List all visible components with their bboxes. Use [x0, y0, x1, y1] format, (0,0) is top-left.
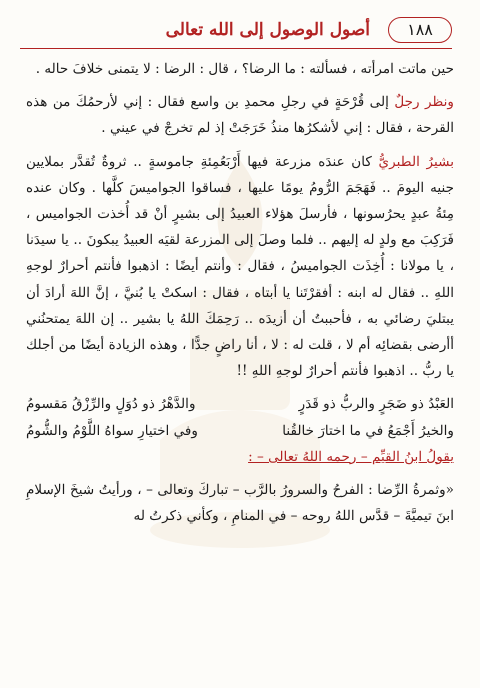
header-title: أصول الوصول إلى الله تعالى [165, 20, 370, 40]
poetry-2-left: وفي اختيارِ سواهُ اللَّوْمُ والشُّومُ [26, 422, 198, 439]
poetry-line-2 [26, 418, 454, 444]
paragraph-1: حين ماتت امرأته ، فسألته : ما الرضا؟ ، قال : الرضا : لا يتمنى خلافَ حاله . [35, 61, 454, 77]
section-heading-text: يقولُ ابنُ القيِّم – رحمه اللهُ تعالى – : [248, 448, 454, 465]
section-heading [26, 444, 454, 470]
page-number: ١٨٨ [388, 17, 452, 43]
page-header [20, 14, 452, 49]
paragraph-3 [26, 149, 454, 385]
paragraph-2-text: إلى قُرْحَةٍ في رجلِ محمدِ بن واسع فقال : إني لأرحمُكَ من هذه القرحة ، فقال : إني لأشكرُها منذُ خَرَجَتْ إذ لم تخرجْ في عيني . [26, 94, 454, 137]
poetry-1-left: والدَّهْرُ ذو دُوَلٍ والرِّزْقُ مَقسومُ [26, 396, 196, 413]
paragraph-2-lead: ونظر رجلٌ [394, 94, 454, 111]
paragraph-3-text: كان عندَه مزرعة فيها أَرْبَعُمِئةِ جاموسةٍ .. ثروةٌ تُقدَّر بملايين جنيه اليومَ .. فَهَجَمَ الرُّومُ يومًا عليها ، فساقوا الجواميسَ كلَّها . وكان عنده مِئةُ عبدٍ يحرُسونها ، فأرسلَ هؤلاء العبيدُ إلى بشيرٍ أنْ قد أُخذت الجواميس ، فَرَكِبَ مع ولدٍ له إليهم .. فلما وصلَ إلى المزرعة لقيَه العبيدُ يبكونَ .. يا سيدَنا ، يا مولانا : أُخِذَت الجواميسُ ، فقال : وأنتم أيضًا : اذهبوا فأنتم أحرارٌ لوجهِ اللهِ .. فقال له ابنه : أفقرْتَنا يا أبتاه ، فقال : اسكتْ يا بُنيَّ ، إنَّ اللهَ أرادَ أن يبتليَ رضائي به ، فأحببتُ أن أزيدَه .. رَحِمَكَ اللهُ يا بشير .. إن اللهَ يمتحنُني أأرضى بقضائِه أم لا ، قلت له : لا ، أنا راضٍ جدًّا ، وهذه الزيادة أيضًا من أجلك يا ربُّ .. اذهبوا فأنتم أحرارٌ لوجهِ اللهِ !! [26, 153, 454, 380]
poetry-2-right: والخيرُ أَجْمَعُ في ما اختارَ خالقُنا [282, 422, 454, 439]
final-paragraph: «وثمرةُ الرِّضا : الفرحُ والسرورُ بالرَّب – تباركَ وتعالى – ، ورأيتُ شيخَ الإسلامِ ابنَ تيميَّةَ – قدَّس اللهُ روحه – في المنامِ ، وكأني ذكرتُ له [26, 482, 454, 525]
poetry-line-1 [26, 391, 454, 417]
body-text [26, 56, 454, 536]
paragraph-2 [26, 89, 454, 141]
poetry-1-right: العَبْدُ ذو ضَجَرٍ والربُّ ذو قَدَرٍ [298, 396, 454, 413]
paragraph-3-lead: بشيرُ الطبريُّ [378, 153, 455, 170]
